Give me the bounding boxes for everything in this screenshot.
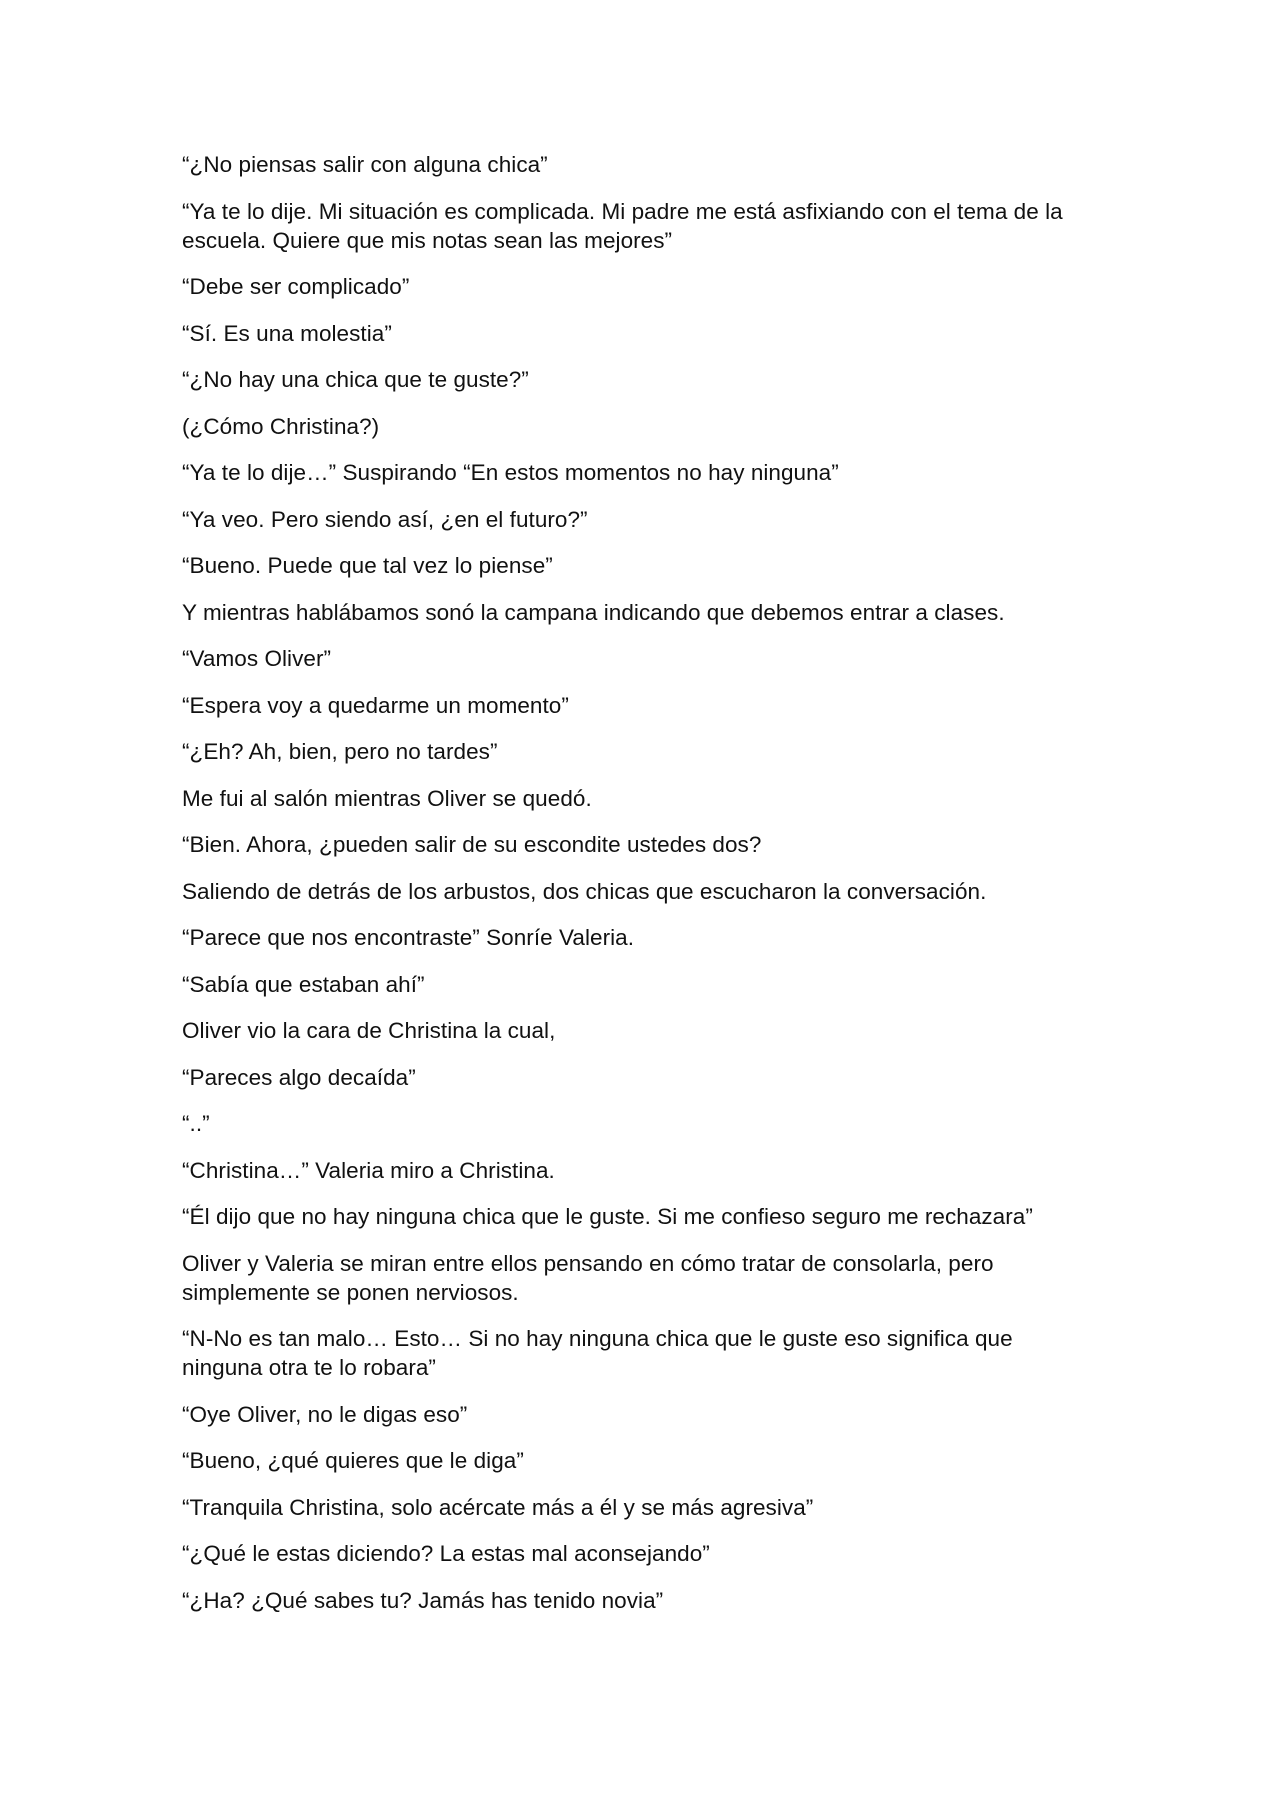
paragraph: “Vamos Oliver” xyxy=(182,646,332,671)
paragraph: “Christina…” Valeria miro a Christina. xyxy=(182,1157,555,1183)
paragraph: “Ya te lo dije. Mi situación es complicada. Mi padre me está asfixiando con el tema de la escuela. Quiere que mis notas sean las mejores” xyxy=(182,198,1063,253)
paragraph: “Sí. Es una molestia” xyxy=(182,320,392,346)
paragraph: “Ya veo. Pero siendo así, ¿en el futuro?” xyxy=(182,506,588,532)
paragraph: “¿No hay una chica que te guste?” xyxy=(182,367,529,392)
paragraph: Y mientras hablábamos sonó la campana indicando que debemos entrar a clases. xyxy=(182,599,1005,625)
paragraph: “Bueno. Puede que tal vez lo piense” xyxy=(182,553,553,578)
paragraph: “Bueno, ¿qué quieres que le diga” xyxy=(182,1448,524,1473)
paragraph: “Sabía que estaban ahí” xyxy=(182,971,425,997)
paragraph: Oliver vio la cara de Christina la cual, xyxy=(182,1018,556,1043)
paragraph: “¿No piensas salir con alguna chica” xyxy=(182,152,548,177)
paragraph: “Parece que nos encontraste” Sonríe Valeria. xyxy=(182,925,635,950)
paragraph: “¿Ha? ¿Qué sabes tu? Jamás has tenido novia” xyxy=(182,1587,664,1613)
paragraph: “Ya te lo dije…” Suspirando “En estos momentos no hay ninguna” xyxy=(182,460,839,485)
paragraph: “Tranquila Christina, solo acércate más a él y se más agresiva” xyxy=(182,1494,814,1520)
paragraph: “Espera voy a quedarme un momento” xyxy=(182,692,569,718)
paragraph: “Bien. Ahora, ¿pueden salir de su escondite ustedes dos? xyxy=(182,832,762,857)
paragraph: “Debe ser complicado” xyxy=(182,274,410,299)
paragraph: “¿Eh? Ah, bien, pero no tardes” xyxy=(182,739,498,764)
paragraph: “Pareces algo decaída” xyxy=(182,1064,416,1090)
paragraph: “Él dijo que no hay ninguna chica que le guste. Si me confieso seguro me rechazara” xyxy=(182,1204,1033,1229)
paragraph: (¿Cómo Christina?) xyxy=(182,413,380,439)
body-text xyxy=(182,150,1094,1632)
paragraph: “N-No es tan malo… Esto… Si no hay ninguna chica que le guste eso significa que ninguna otra te lo robara” xyxy=(182,1326,1013,1380)
paragraph: “..” xyxy=(182,1111,210,1136)
paragraph: “Oye Oliver, no le digas eso” xyxy=(182,1401,468,1427)
paragraph: Saliendo de detrás de los arbustos, dos chicas que escucharon la conversación. xyxy=(182,878,987,904)
paragraph: Me fui al salón mientras Oliver se quedó. xyxy=(182,785,592,811)
paragraph: “¿Qué le estas diciendo? La estas mal aconsejando” xyxy=(182,1541,710,1566)
paragraph: Oliver y Valeria se miran entre ellos pensando en cómo tratar de consolarla, pero simplemente se ponen nerviosos. xyxy=(182,1250,994,1305)
